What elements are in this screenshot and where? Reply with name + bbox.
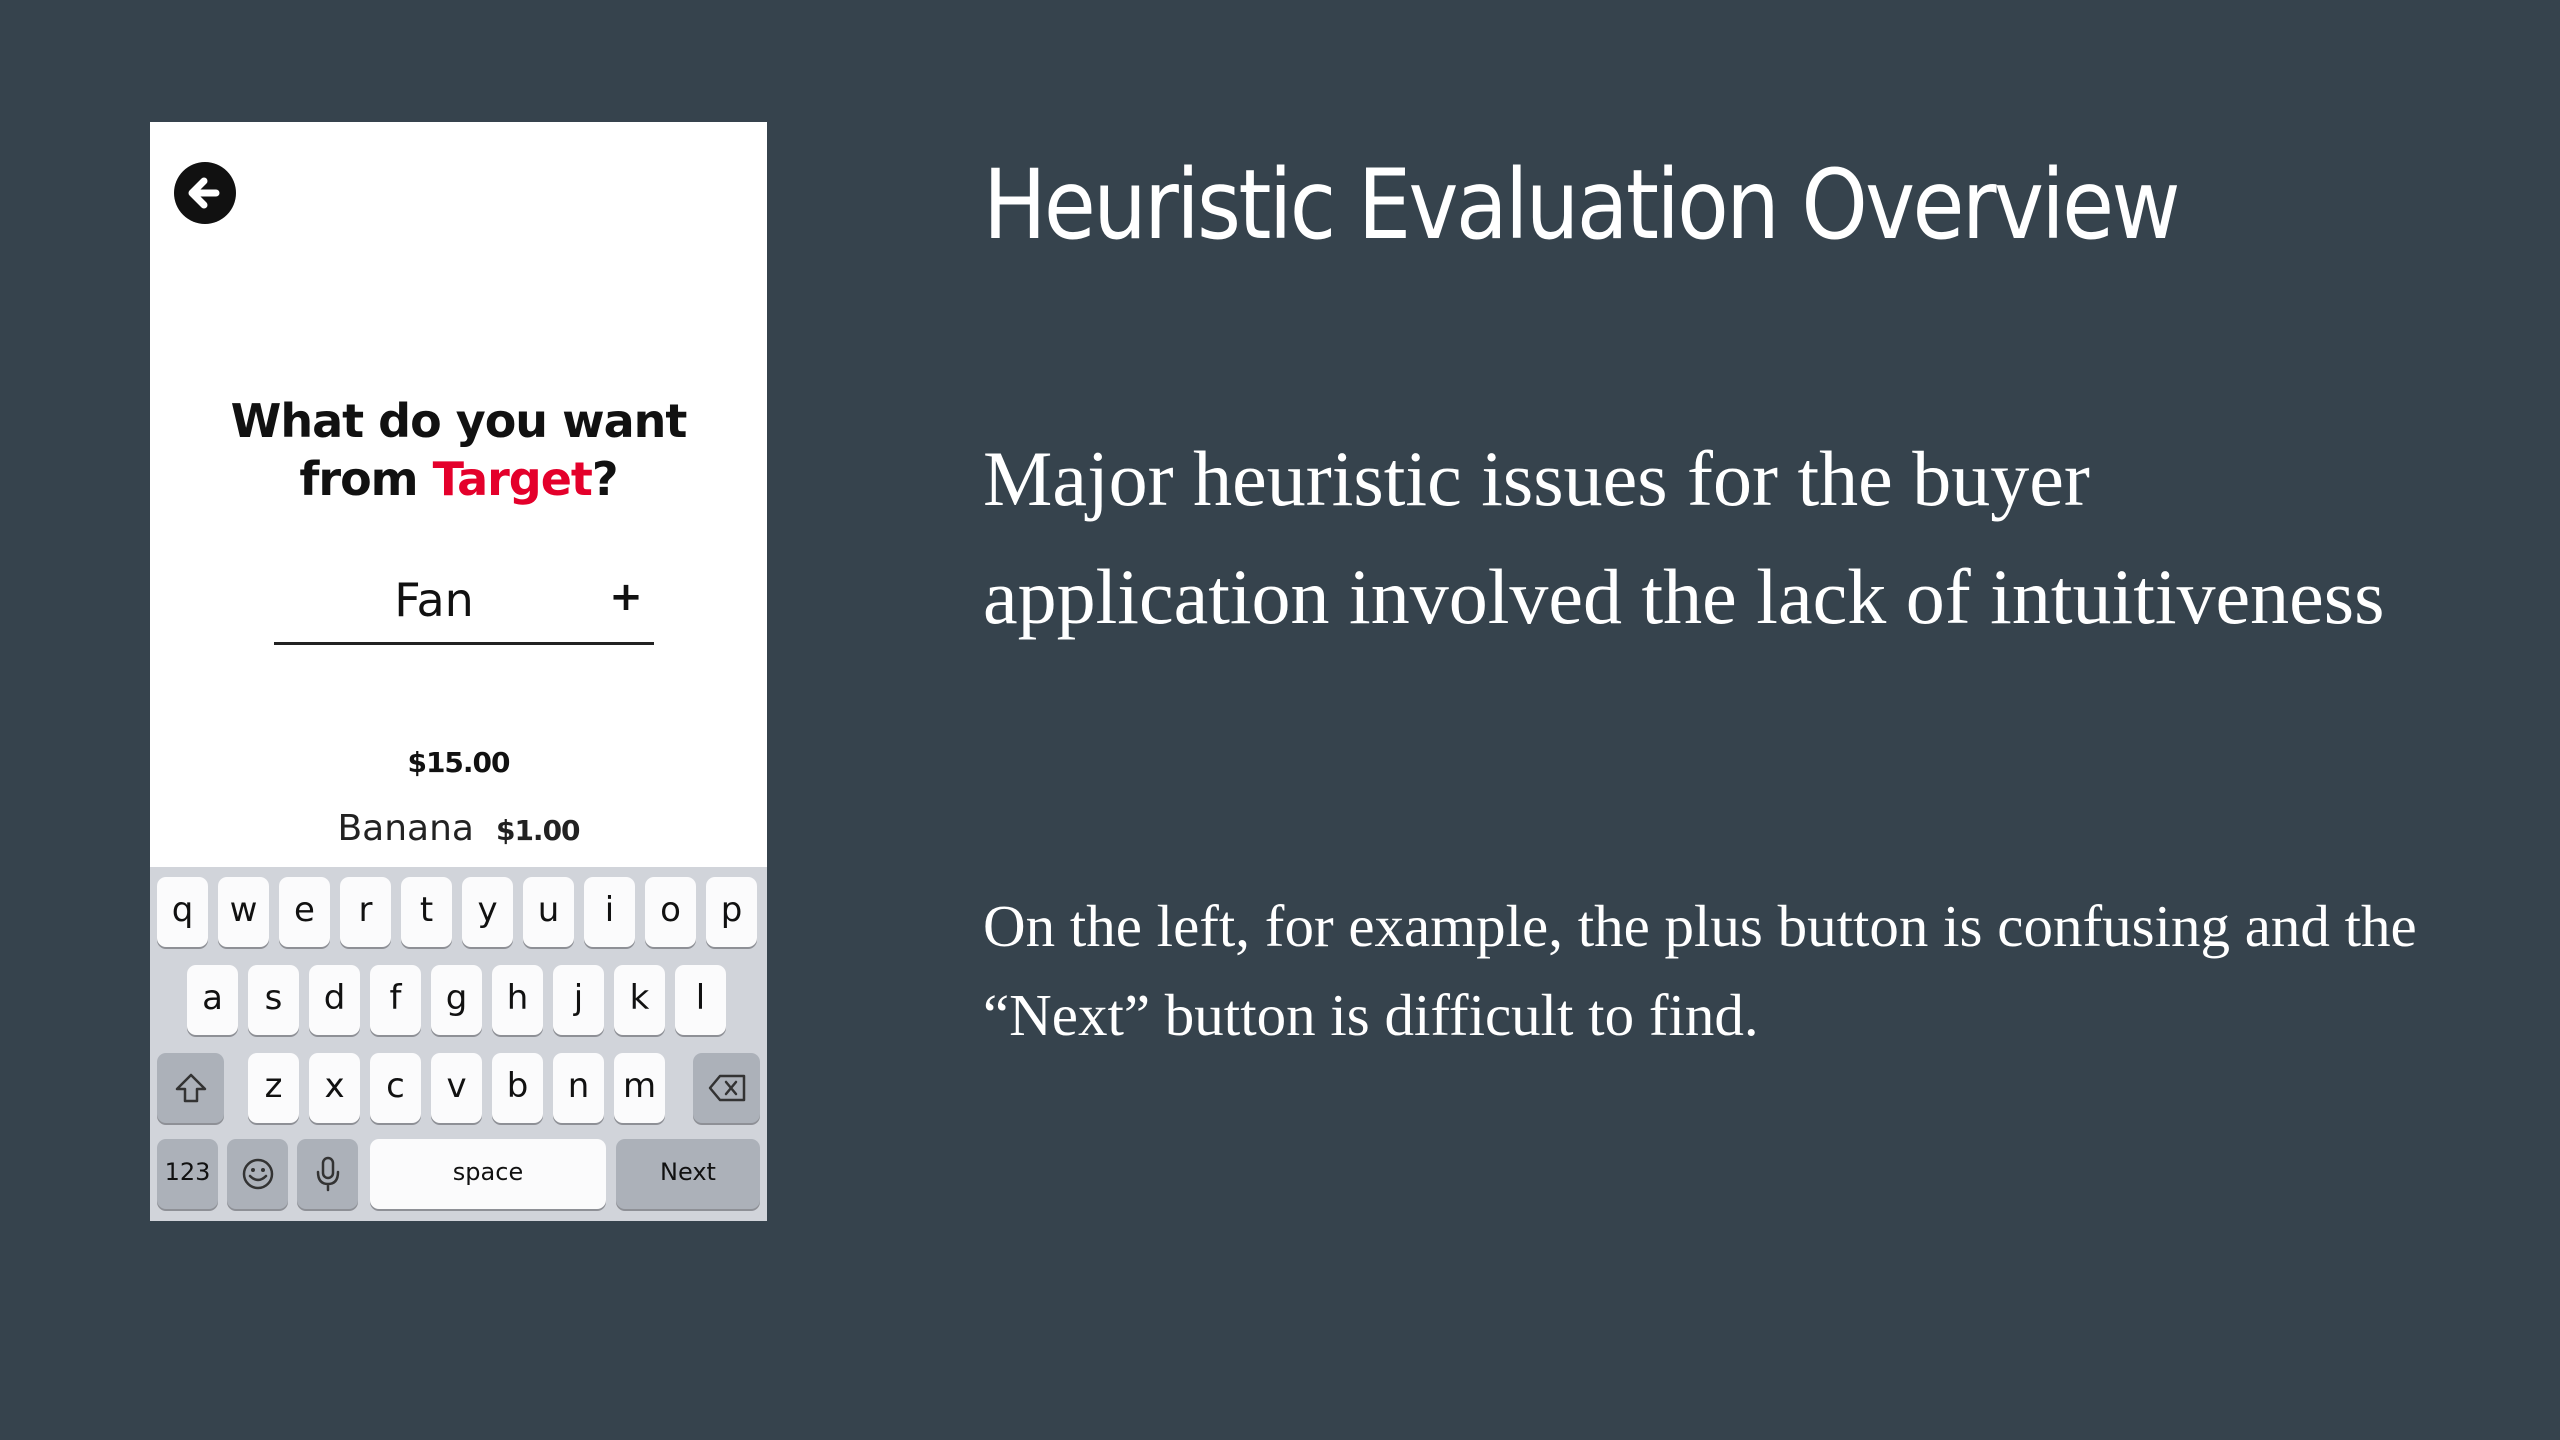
key-p[interactable]: p <box>706 877 757 947</box>
key-l[interactable]: l <box>675 965 726 1035</box>
key-g[interactable]: g <box>431 965 482 1035</box>
key-z[interactable]: z <box>248 1053 299 1123</box>
item-price: $15.00 <box>407 746 510 779</box>
microphone-key[interactable] <box>297 1139 358 1209</box>
key-m[interactable]: m <box>614 1053 665 1123</box>
question-line1: What do you want <box>230 394 687 448</box>
slide-paragraph-main: Major heuristic issues for the buyer application involved the lack of intuitiveness <box>983 435 2385 640</box>
microphone-icon <box>314 1155 342 1193</box>
key-j[interactable]: j <box>553 965 604 1035</box>
emoji-icon <box>241 1157 275 1191</box>
key-y[interactable]: y <box>462 877 513 947</box>
list-item-price: $1.00 <box>495 814 580 847</box>
keyboard <box>150 867 767 1221</box>
list-item-name: Banana <box>337 808 474 849</box>
key-x[interactable]: x <box>309 1053 360 1123</box>
key-u[interactable]: u <box>523 877 574 947</box>
item-input[interactable] <box>274 570 594 630</box>
key-c[interactable]: c <box>370 1053 421 1123</box>
question-heading <box>150 392 767 508</box>
back-arrow-icon <box>174 162 236 224</box>
key-d[interactable]: d <box>309 965 360 1035</box>
key-h[interactable]: h <box>492 965 543 1035</box>
question-mark: ? <box>591 452 618 506</box>
slide-title: Heuristic Evaluation Overview <box>983 149 2178 261</box>
shift-icon <box>174 1071 208 1105</box>
backspace-icon <box>707 1073 747 1103</box>
key-r[interactable]: r <box>340 877 391 947</box>
phone-screenshot <box>150 122 767 1221</box>
emoji-key[interactable] <box>227 1139 288 1209</box>
slide-paragraph-example: On the left, for example, the plus button is confusing and the “Next” button is difficult to find. <box>983 893 2417 1048</box>
key-n[interactable]: n <box>553 1053 604 1123</box>
key-t[interactable]: t <box>401 877 452 947</box>
key-o[interactable]: o <box>645 877 696 947</box>
key-q[interactable]: q <box>157 877 208 947</box>
backspace-key[interactable] <box>693 1053 760 1123</box>
key-a[interactable]: a <box>187 965 238 1035</box>
key-w[interactable]: w <box>218 877 269 947</box>
key-e[interactable]: e <box>279 877 330 947</box>
shift-key[interactable] <box>157 1053 224 1123</box>
key-i[interactable]: i <box>584 877 635 947</box>
key-k[interactable]: k <box>614 965 665 1035</box>
back-button[interactable] <box>174 162 236 224</box>
plus-button[interactable]: + <box>609 574 643 620</box>
key-v[interactable]: v <box>431 1053 482 1123</box>
key-f[interactable]: f <box>370 965 421 1035</box>
key-s[interactable]: s <box>248 965 299 1035</box>
key-b[interactable]: b <box>492 1053 543 1123</box>
list-item[interactable] <box>150 808 767 849</box>
question-from: from <box>299 452 433 506</box>
space-key[interactable]: space <box>370 1139 606 1209</box>
item-entry-row <box>274 552 654 645</box>
brand-name: Target <box>432 452 592 506</box>
next-key[interactable]: Next <box>616 1139 760 1209</box>
numbers-key[interactable]: 123 <box>157 1139 218 1209</box>
